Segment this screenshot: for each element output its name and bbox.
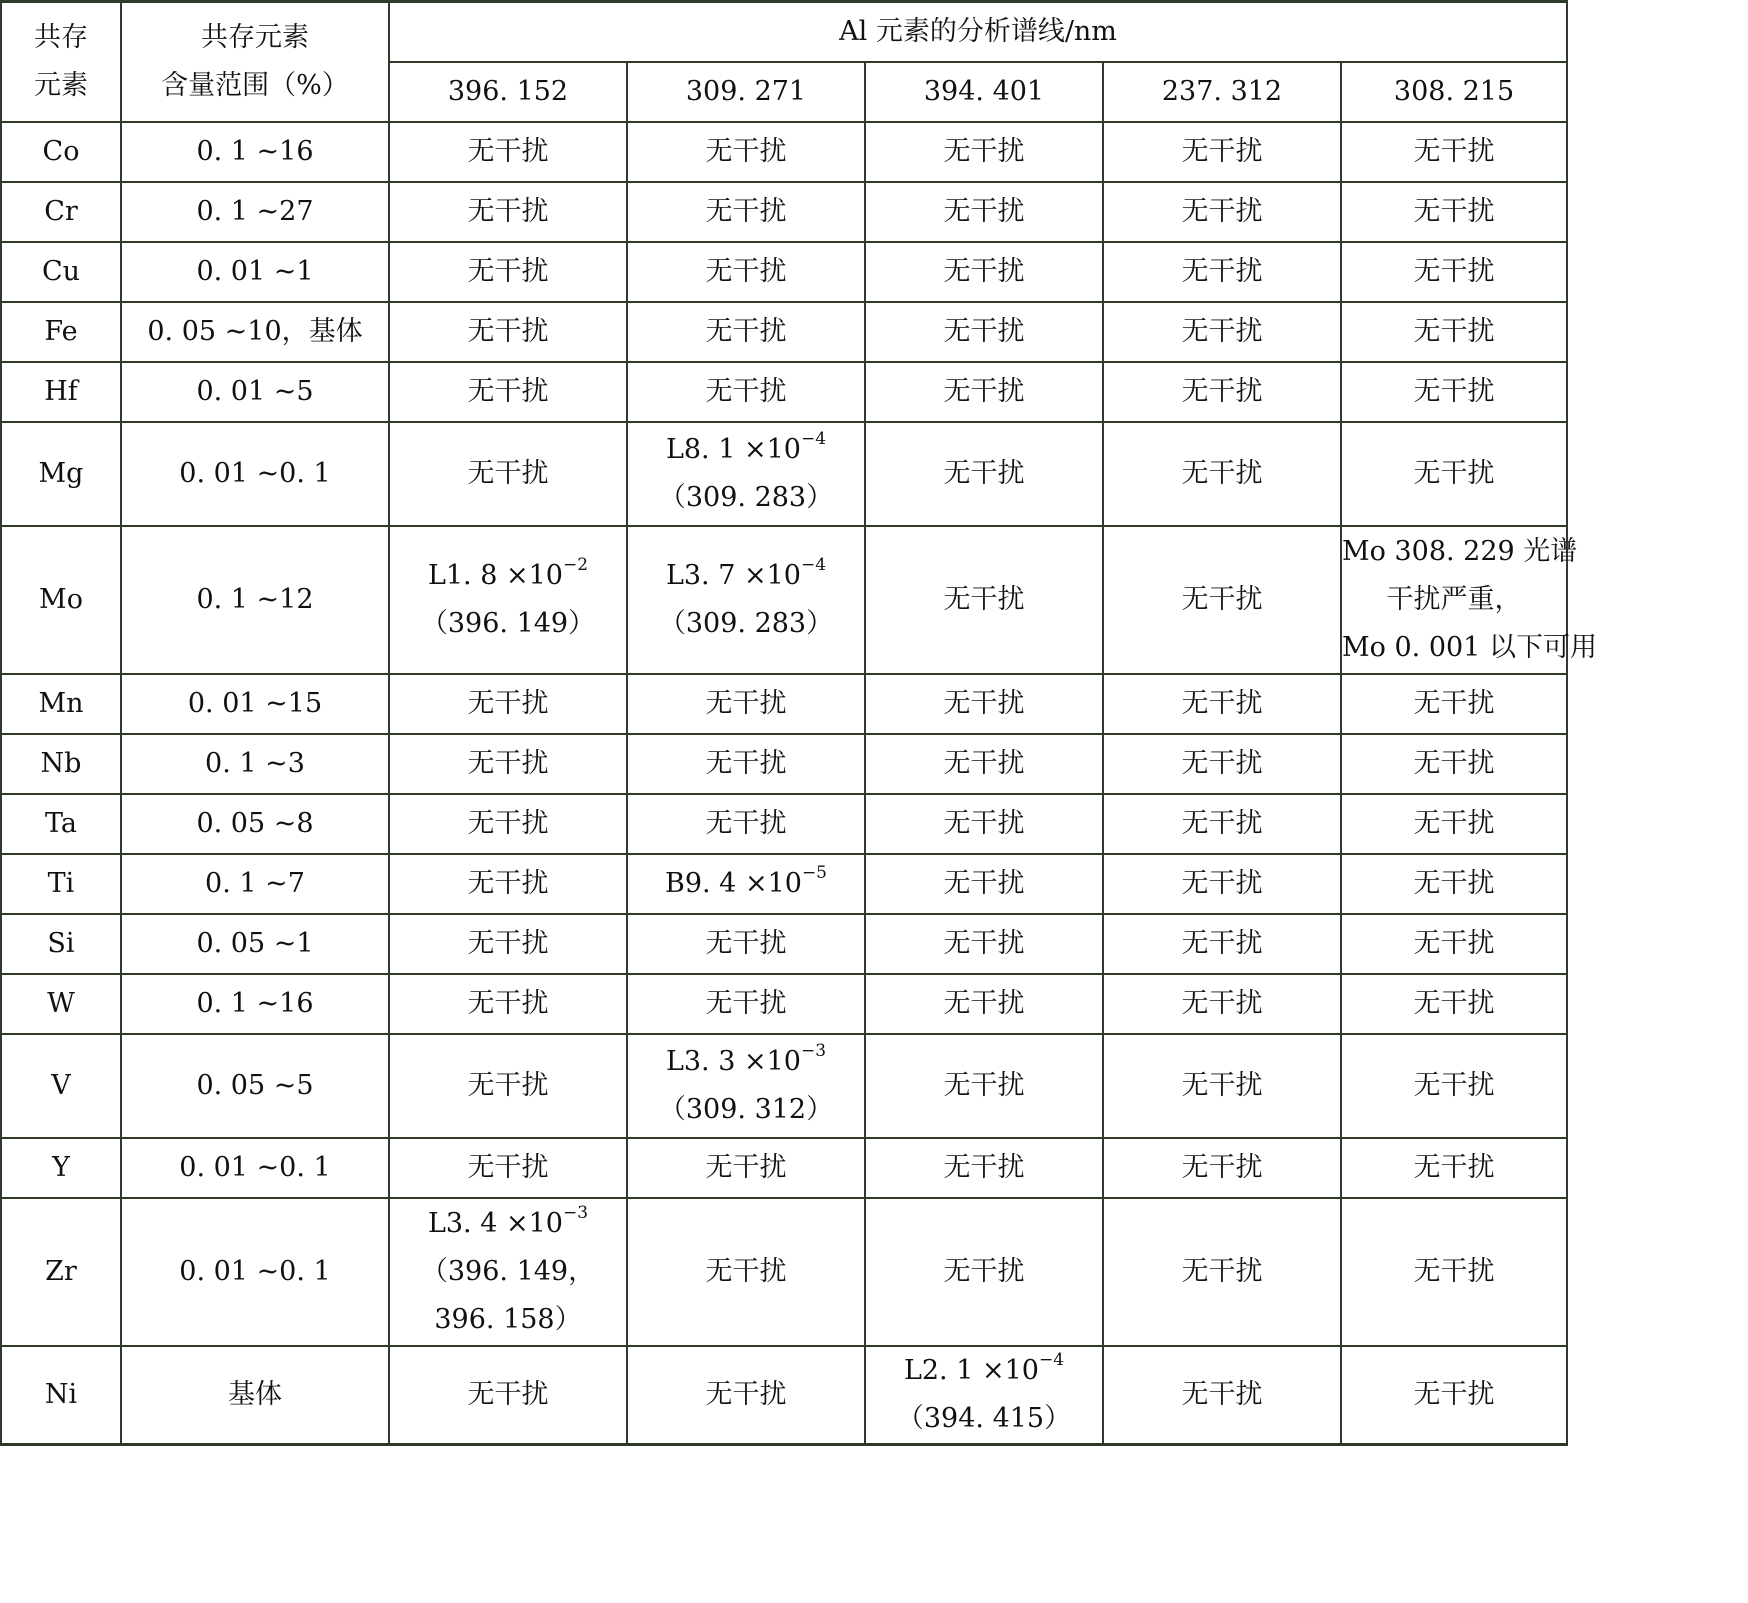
cell-text-line: 无干扰 xyxy=(1181,1151,1263,1183)
exponent: −3 xyxy=(800,1040,827,1061)
cell-text-line: 无干扰 xyxy=(1181,583,1263,615)
cell-element: Zr xyxy=(1,1198,121,1346)
cell-text-line: B9. $4 \times 10^{-5}$ xyxy=(665,862,827,899)
cell-text-line: 无干扰 xyxy=(1181,1069,1263,1101)
cell-text-line: 无干扰 xyxy=(705,135,787,167)
cell-text-line: 无干扰 xyxy=(467,687,549,719)
cell-content-range: 0. 05 ~8 xyxy=(121,794,389,854)
cell-text-line: 无干扰 xyxy=(1413,687,1495,719)
cell-text-line: 无干扰 xyxy=(1413,927,1495,959)
cell-interference xyxy=(865,1346,1103,1445)
cell-element: Ti xyxy=(1,854,121,914)
cell-interference xyxy=(1103,526,1341,674)
cell-text-line: 无干扰 xyxy=(1181,135,1263,167)
cell-text-line: 无干扰 xyxy=(467,315,549,347)
cell-text-line: 无干扰 xyxy=(705,747,787,779)
cell-text-line: L3. $4 \times 10^{-3}$ xyxy=(427,1202,589,1239)
cell-interference xyxy=(1103,182,1341,242)
cell-interference xyxy=(389,1198,627,1346)
cell-interference xyxy=(627,914,865,974)
cell-element: Cr xyxy=(1,182,121,242)
cell-text-line: 无干扰 xyxy=(1181,687,1263,719)
exponent: −3 xyxy=(562,1202,589,1223)
cell-interference xyxy=(865,674,1103,734)
cell-interference xyxy=(1341,362,1567,422)
cell-text-line: 无干扰 xyxy=(705,1151,787,1183)
cell-text-line: 无干扰 xyxy=(467,807,549,839)
cell-interference xyxy=(627,182,865,242)
cell-interference xyxy=(1341,1346,1567,1445)
table-body xyxy=(1,122,1597,1445)
exponent: −5 xyxy=(801,862,827,883)
cell-interference xyxy=(389,526,627,674)
cell-interference xyxy=(389,122,627,182)
cell-interference xyxy=(1103,422,1341,526)
cell-element: Co xyxy=(1,122,121,182)
cell-text-line: 无干扰 xyxy=(705,927,787,959)
cell-interference xyxy=(1341,422,1567,526)
cell-interference xyxy=(1341,1138,1567,1198)
cell-element: Mo xyxy=(1,526,121,674)
cell-text-line: 无干扰 xyxy=(1181,255,1263,287)
cell-text-line: 无干扰 xyxy=(1181,375,1263,407)
cell-text-line: 无干扰 xyxy=(467,1069,549,1101)
table-row xyxy=(1,422,1567,526)
cell-text-line: 无干扰 xyxy=(705,807,787,839)
cell-text-line: 无干扰 xyxy=(943,457,1025,489)
cell-content-range: 0. 01 ~15 xyxy=(121,674,389,734)
cell-text-line: （394. 415） xyxy=(896,1402,1072,1434)
cell-element: W xyxy=(1,974,121,1034)
table-row xyxy=(1,182,1567,242)
cell-interference xyxy=(627,122,865,182)
cell-content-range: 基体 xyxy=(121,1346,389,1445)
cell-interference xyxy=(627,734,865,794)
cell-interference xyxy=(389,854,627,914)
cell-text-line: 无干扰 xyxy=(943,1151,1025,1183)
table-row xyxy=(1,1138,1567,1198)
cell-text-line: Mo 308. 229 光谱 xyxy=(1342,535,1578,567)
table-row xyxy=(1,974,1567,1034)
cell-text-line: 无干扰 xyxy=(1413,807,1495,839)
cell-text-line: 无干扰 xyxy=(943,1255,1025,1287)
cell-interference xyxy=(865,526,1103,674)
table-row xyxy=(1,1034,1567,1138)
cell-text-line: 无干扰 xyxy=(943,687,1025,719)
cell-interference xyxy=(389,302,627,362)
cell-text-line: 无干扰 xyxy=(1181,927,1263,959)
cell-interference xyxy=(627,794,865,854)
cell-element: Mn xyxy=(1,674,121,734)
cell-text-line: 无干扰 xyxy=(943,747,1025,779)
cell-text-line: 无干扰 xyxy=(1413,1151,1495,1183)
cell-interference xyxy=(865,362,1103,422)
cell-text-line: 无干扰 xyxy=(943,255,1025,287)
cell-text-line: 无干扰 xyxy=(943,135,1025,167)
cell-text-line: （309. 283） xyxy=(658,607,834,639)
table-row xyxy=(1,674,1567,734)
cell-text-line: 无干扰 xyxy=(467,195,549,227)
cell-element: Ta xyxy=(1,794,121,854)
table-row xyxy=(1,914,1567,974)
cell-interference xyxy=(1103,122,1341,182)
cell-interference xyxy=(627,242,865,302)
cell-interference xyxy=(389,422,627,526)
exponent: −4 xyxy=(800,428,827,449)
cell-interference xyxy=(865,182,1103,242)
cell-text-line: 无干扰 xyxy=(705,987,787,1019)
cell-interference xyxy=(389,734,627,794)
cell-interference xyxy=(1103,1034,1341,1138)
cell-text-line: 无干扰 xyxy=(1413,987,1495,1019)
cell-interference xyxy=(1103,302,1341,362)
cell-content-range: 0. 01 ~1 xyxy=(121,242,389,302)
cell-interference xyxy=(627,362,865,422)
cell-content-range: 0. 05 ~10，基体 xyxy=(121,302,389,362)
exponent: −4 xyxy=(800,554,827,575)
cell-text-line: L1. $8 \times 10^{-2}$ xyxy=(427,554,589,591)
cell-text-line: 无干扰 xyxy=(1413,1378,1495,1410)
cell-text-line: 无干扰 xyxy=(1181,315,1263,347)
cell-interference xyxy=(865,1138,1103,1198)
cell-interference xyxy=(627,974,865,1034)
header-coexisting-element: 共存 元素 xyxy=(1,2,121,122)
cell-text-line: 396. 158） xyxy=(434,1303,582,1335)
exponent: −4 xyxy=(1038,1349,1065,1370)
cell-element: Ni xyxy=(1,1346,121,1445)
cell-element: Hf xyxy=(1,362,121,422)
cell-interference xyxy=(865,734,1103,794)
cell-interference xyxy=(627,1138,865,1198)
cell-text-line: 无干扰 xyxy=(1181,867,1263,899)
cell-text-line: 无干扰 xyxy=(705,687,787,719)
cell-interference xyxy=(389,794,627,854)
table-row xyxy=(1,242,1567,302)
cell-interference xyxy=(865,854,1103,914)
header-line-309-271: 309. 271 xyxy=(627,62,865,122)
cell-interference xyxy=(865,122,1103,182)
cell-interference xyxy=(1341,182,1567,242)
table-row xyxy=(1,854,1567,914)
cell-text-line: 无干扰 xyxy=(1413,315,1495,347)
cell-content-range: 0. 01 ~5 xyxy=(121,362,389,422)
cell-interference xyxy=(1341,122,1567,182)
cell-text-line: 无干扰 xyxy=(943,195,1025,227)
cell-text-line: 无干扰 xyxy=(943,583,1025,615)
header-content-range: 共存元素 含量范围（%） xyxy=(121,2,389,122)
cell-text-line: 无干扰 xyxy=(1413,867,1495,899)
cell-interference xyxy=(1341,674,1567,734)
cell-interference xyxy=(1103,734,1341,794)
cell-content-range: 0. 05 ~1 xyxy=(121,914,389,974)
cell-text-line: 无干扰 xyxy=(943,1069,1025,1101)
cell-text-line: 无干扰 xyxy=(943,315,1025,347)
cell-text-line: 无干扰 xyxy=(1413,195,1495,227)
cell-text-line: 无干扰 xyxy=(1413,1069,1495,1101)
cell-interference xyxy=(627,526,865,674)
cell-text-line: 无干扰 xyxy=(943,375,1025,407)
table-row xyxy=(1,734,1567,794)
cell-interference xyxy=(389,1138,627,1198)
cell-text-line: 无干扰 xyxy=(705,375,787,407)
header-line-237-312: 237. 312 xyxy=(1103,62,1341,122)
cell-text-line: Mo 0. 001 以下可用 xyxy=(1342,631,1597,663)
cell-interference xyxy=(389,674,627,734)
cell-content-range: 0. 1 ~27 xyxy=(121,182,389,242)
cell-interference xyxy=(865,302,1103,362)
table-row xyxy=(1,794,1567,854)
cell-text-line: 无干扰 xyxy=(705,255,787,287)
cell-text-line: 无干扰 xyxy=(705,1255,787,1287)
cell-text-line: L2. $1 \times 10^{-4}$ xyxy=(903,1349,1065,1386)
cell-interference xyxy=(865,242,1103,302)
cell-text-line: 无干扰 xyxy=(467,1151,549,1183)
cell-text-line: 无干扰 xyxy=(1181,195,1263,227)
cell-text-line: 无干扰 xyxy=(943,807,1025,839)
cell-text-line: 无干扰 xyxy=(1413,747,1495,779)
cell-text-line: 无干扰 xyxy=(467,255,549,287)
cell-interference xyxy=(1341,1198,1567,1346)
cell-interference xyxy=(627,854,865,914)
cell-text-line: 无干扰 xyxy=(467,135,549,167)
cell-text-line: 无干扰 xyxy=(1181,1378,1263,1410)
cell-text-line: 无干扰 xyxy=(943,927,1025,959)
cell-content-range: 0. 1 ~3 xyxy=(121,734,389,794)
cell-text-line: L8. $1 \times 10^{-4}$ xyxy=(665,428,827,465)
cell-interference xyxy=(627,302,865,362)
cell-element: V xyxy=(1,1034,121,1138)
cell-interference xyxy=(627,674,865,734)
cell-text-line: 无干扰 xyxy=(1413,1255,1495,1287)
cell-text-line: 无干扰 xyxy=(1413,135,1495,167)
cell-text-line: L3. $7 \times 10^{-4}$ xyxy=(665,554,827,591)
cell-text-line: L3. $3 \times 10^{-3}$ xyxy=(665,1040,827,1077)
cell-interference xyxy=(1103,794,1341,854)
cell-interference xyxy=(1341,1034,1567,1138)
cell-interference xyxy=(1341,734,1567,794)
cell-element: Mg xyxy=(1,422,121,526)
cell-content-range: 0. 1 ~16 xyxy=(121,122,389,182)
cell-interference xyxy=(865,422,1103,526)
cell-element: Fe xyxy=(1,302,121,362)
cell-interference xyxy=(627,1346,865,1445)
table-row xyxy=(1,362,1567,422)
cell-content-range: 0. 01 ~0. 1 xyxy=(121,1138,389,1198)
cell-interference xyxy=(1103,1346,1341,1445)
cell-interference xyxy=(1103,974,1341,1034)
cell-interference xyxy=(1341,302,1567,362)
cell-text-line: 干扰严重， xyxy=(1386,583,1522,615)
cell-interference xyxy=(389,242,627,302)
cell-interference xyxy=(1341,854,1567,914)
cell-text-line: 无干扰 xyxy=(1413,375,1495,407)
cell-text-line: （396. 149） xyxy=(420,607,596,639)
cell-interference xyxy=(389,914,627,974)
cell-content-range: 0. 01 ~0. 1 xyxy=(121,1198,389,1346)
cell-interference xyxy=(1103,362,1341,422)
table-row xyxy=(1,1346,1567,1445)
cell-interference xyxy=(865,1198,1103,1346)
cell-interference xyxy=(389,182,627,242)
cell-text-line: 无干扰 xyxy=(467,927,549,959)
cell-interference xyxy=(1341,794,1567,854)
cell-element: Nb xyxy=(1,734,121,794)
cell-element: Si xyxy=(1,914,121,974)
cell-interference xyxy=(865,974,1103,1034)
cell-text-line: （309. 312） xyxy=(658,1093,834,1125)
header-analysis-lines: Al 元素的分析谱线/nm xyxy=(389,2,1567,62)
cell-interference xyxy=(389,1346,627,1445)
cell-text-line: 无干扰 xyxy=(1181,807,1263,839)
cell-text-line: 无干扰 xyxy=(1181,747,1263,779)
cell-content-range: 0. 1 ~12 xyxy=(121,526,389,674)
cell-text-line: 无干扰 xyxy=(1181,987,1263,1019)
cell-interference xyxy=(627,422,865,526)
cell-text-line: （396. 149， xyxy=(420,1255,596,1287)
cell-interference xyxy=(1103,914,1341,974)
cell-content-range: 0. 1 ~7 xyxy=(121,854,389,914)
cell-text-line: 无干扰 xyxy=(467,1378,549,1410)
cell-interference xyxy=(865,1034,1103,1138)
cell-interference xyxy=(389,974,627,1034)
cell-element: Y xyxy=(1,1138,121,1198)
header-line-308-215: 308. 215 xyxy=(1341,62,1567,122)
header-line-396-152: 396. 152 xyxy=(389,62,627,122)
header-line-394-401: 394. 401 xyxy=(865,62,1103,122)
cell-content-range: 0. 01 ~0. 1 xyxy=(121,422,389,526)
cell-interference xyxy=(627,1034,865,1138)
cell-text-line: 无干扰 xyxy=(467,457,549,489)
table-row xyxy=(1,1198,1567,1346)
cell-interference xyxy=(389,1034,627,1138)
cell-interference xyxy=(865,794,1103,854)
cell-content-range: 0. 1 ~16 xyxy=(121,974,389,1034)
cell-text-line: 无干扰 xyxy=(467,987,549,1019)
cell-interference xyxy=(1103,854,1341,914)
table-row xyxy=(1,122,1567,182)
cell-text-line: 无干扰 xyxy=(1181,1255,1263,1287)
cell-content-range: 0. 05 ~5 xyxy=(121,1034,389,1138)
cell-text-line: 无干扰 xyxy=(467,867,549,899)
cell-interference xyxy=(1103,1138,1341,1198)
cell-text-line: 无干扰 xyxy=(705,195,787,227)
cell-text-line: 无干扰 xyxy=(1413,255,1495,287)
cell-text-line: （309. 283） xyxy=(658,481,834,513)
cell-interference xyxy=(1103,674,1341,734)
cell-text-line: 无干扰 xyxy=(467,375,549,407)
cell-interference xyxy=(865,914,1103,974)
cell-interference xyxy=(627,1198,865,1346)
cell-interference xyxy=(1341,242,1567,302)
cell-interference xyxy=(1341,526,1597,674)
cell-text-line: 无干扰 xyxy=(1413,457,1495,489)
table-row xyxy=(1,526,1567,674)
cell-text-line: 无干扰 xyxy=(705,315,787,347)
cell-text-line: 无干扰 xyxy=(943,987,1025,1019)
cell-interference xyxy=(1341,974,1567,1034)
cell-interference xyxy=(1103,1198,1341,1346)
cell-text-line: 无干扰 xyxy=(943,867,1025,899)
cell-interference xyxy=(389,362,627,422)
cell-text-line: 无干扰 xyxy=(467,747,549,779)
cell-interference xyxy=(1103,242,1341,302)
table-row xyxy=(1,302,1567,362)
cell-text-line: 无干扰 xyxy=(705,1378,787,1410)
cell-element: Cu xyxy=(1,242,121,302)
cell-interference xyxy=(1341,914,1567,974)
exponent: −2 xyxy=(562,554,589,575)
cell-text-line: 无干扰 xyxy=(1181,457,1263,489)
